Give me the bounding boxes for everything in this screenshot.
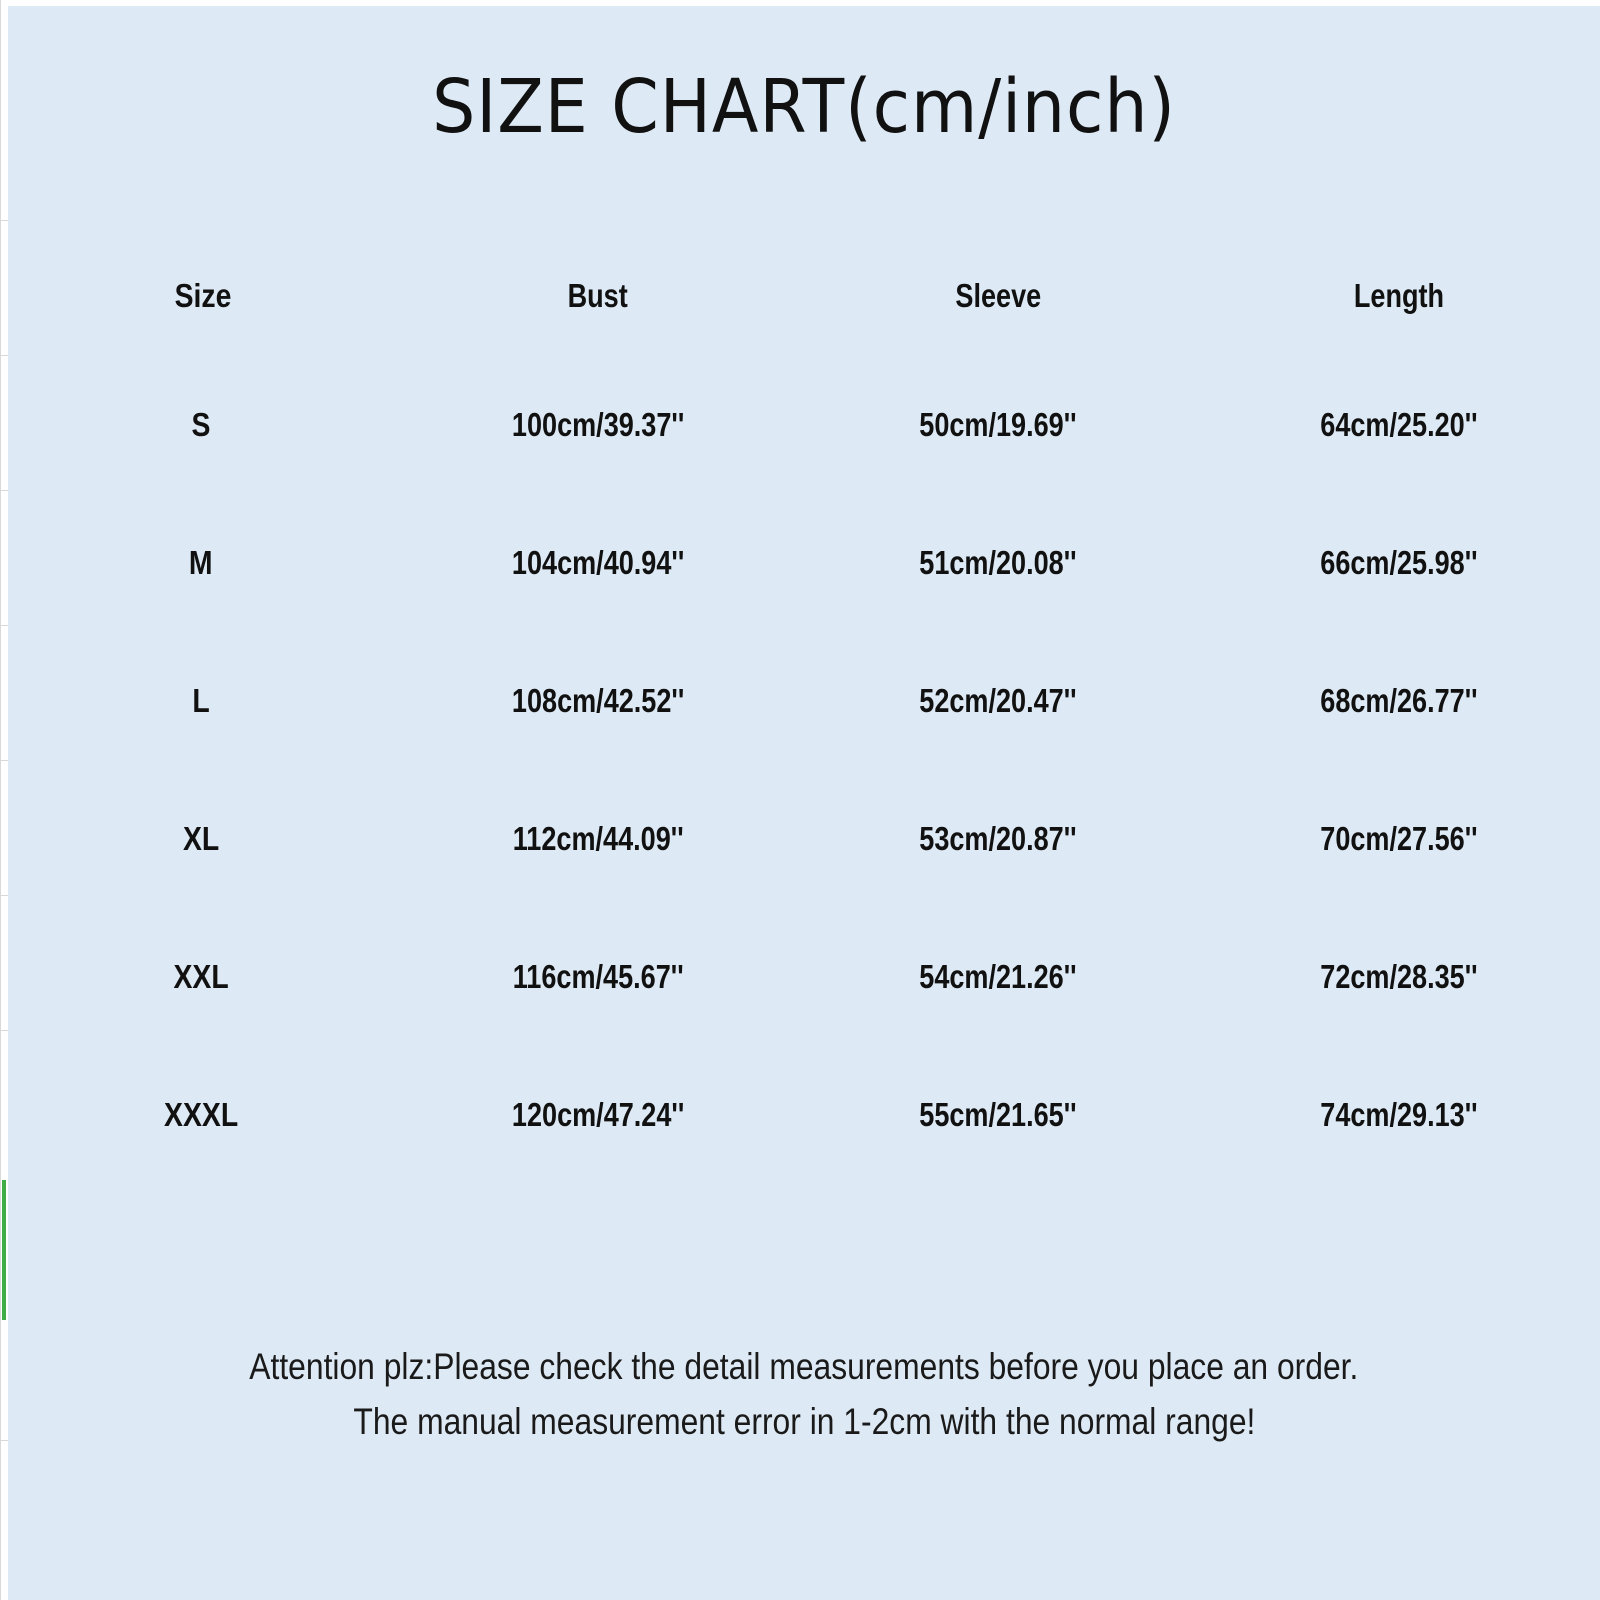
- length-cell: 66cm/25.98'': [1320, 544, 1478, 581]
- size-cell: XXL: [173, 958, 229, 995]
- bust-cell: 104cm/40.94'': [511, 544, 685, 581]
- sleeve-cell: 51cm/20.08'': [919, 544, 1077, 581]
- sheet-gridline: [0, 625, 8, 626]
- sleeve-cell: 50cm/19.69'': [919, 406, 1077, 443]
- bust-cell: 108cm/42.52'': [511, 682, 685, 719]
- table-row: [8, 908, 1600, 1046]
- size-table: [8, 236, 1600, 1184]
- sheet-gridline: [0, 895, 8, 896]
- sheet-gridline: [0, 1440, 8, 1441]
- page-title: SIZE CHART(cm/inch): [432, 64, 1176, 150]
- size-cell: S: [191, 406, 211, 443]
- measurement-error-note: The manual measurement error in 1-2cm with the normal range!: [353, 1401, 1255, 1442]
- size-cell: XXXL: [163, 1096, 239, 1133]
- size-chart-panel: [8, 6, 1600, 1600]
- length-cell: 72cm/28.35'': [1320, 958, 1478, 995]
- sheet-gridline: [0, 760, 8, 761]
- sheet-gridline: [0, 0, 1, 1600]
- length-cell: 64cm/25.20'': [1320, 406, 1478, 443]
- sleeve-cell: 52cm/20.47'': [919, 682, 1077, 719]
- table-row: [8, 1046, 1600, 1184]
- size-cell: L: [192, 682, 210, 719]
- sleeve-cell: 53cm/20.87'': [919, 820, 1077, 857]
- sheet-gridline: [0, 1030, 8, 1031]
- sheet-gridline: [0, 220, 8, 221]
- size-cell: XL: [182, 820, 220, 857]
- attention-note: Attention plz:Please check the detail measurements before you place an order.: [249, 1346, 1359, 1387]
- table-row: [8, 632, 1600, 770]
- sleeve-cell: 55cm/21.65'': [919, 1096, 1077, 1133]
- length-cell: 70cm/27.56'': [1320, 820, 1478, 857]
- bust-cell: 112cm/44.09'': [512, 820, 684, 857]
- sheet-gridline: [0, 355, 8, 356]
- header-length: Length: [1353, 277, 1445, 314]
- table-header-row: [8, 236, 1600, 356]
- header-size: Size: [174, 277, 232, 314]
- length-cell: 74cm/29.13'': [1320, 1096, 1478, 1133]
- sheet-gridline: [0, 490, 8, 491]
- bust-cell: 120cm/47.24'': [511, 1096, 685, 1133]
- size-cell: M: [189, 544, 213, 581]
- bust-cell: 100cm/39.37'': [511, 406, 685, 443]
- sleeve-cell: 54cm/21.26'': [919, 958, 1077, 995]
- header-bust: Bust: [567, 277, 629, 314]
- table-row: [8, 770, 1600, 908]
- table-row: [8, 356, 1600, 494]
- length-cell: 68cm/26.77'': [1320, 682, 1478, 719]
- table-row: [8, 494, 1600, 632]
- header-sleeve: Sleeve: [955, 277, 1041, 314]
- bust-cell: 116cm/45.67'': [512, 958, 684, 995]
- selection-marker: [2, 1180, 6, 1320]
